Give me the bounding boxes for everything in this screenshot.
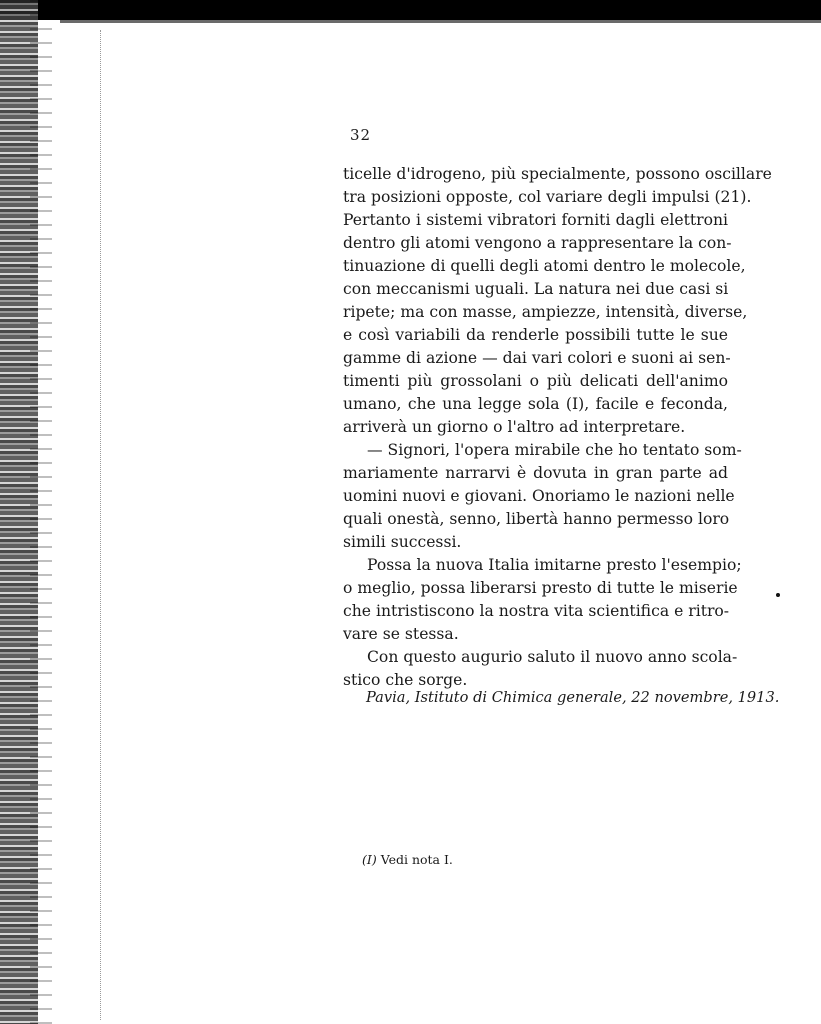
text-line: uomini nuovi e giovani. Onoriamo le nazioni nelle xyxy=(343,487,735,505)
text-line: quali onestà, senno, libertà hanno permesso loro xyxy=(343,510,730,528)
text-line: arriverà un giorno o l'altro ad interpretare. xyxy=(343,418,686,436)
footnote-text: Vedi nota I. xyxy=(380,852,453,867)
ink-speck xyxy=(776,593,780,597)
page-number: 32 xyxy=(350,126,372,144)
text-line: ticelle d'idrogeno, più specialmente, possono oscillare xyxy=(343,165,772,183)
scan-top-border xyxy=(0,0,821,20)
text-line: simili successi. xyxy=(343,533,462,551)
text-line: Pertanto i sistemi vibratori forniti dagli elettroni xyxy=(343,211,728,229)
text-line: tra posizioni opposte, col variare degli impulsi (21). xyxy=(343,188,752,206)
text-line: dentro gli atomi vengono a rappresentare la con- xyxy=(343,234,732,252)
text-line: ripete; ma con masse, ampiezze, intensità, diverse, xyxy=(343,303,748,321)
text-line: e così variabili da renderle possibili tutte le sue xyxy=(343,326,728,344)
scan-top-shadow xyxy=(60,20,821,23)
text-line: gamme di azione — dai vari colori e suoni ai sen- xyxy=(343,349,731,367)
text-line: timenti più grossolani o più delicati dell'animo xyxy=(343,372,728,390)
text-line: stico che sorge. xyxy=(343,671,468,689)
text-line: o meglio, possa liberarsi presto di tutte le miserie xyxy=(343,579,738,597)
text-line: mariamente narrarvi è dovuta in gran parte ad xyxy=(343,464,728,482)
text-line: che intristiscono la nostra vita scientifica e ritro- xyxy=(343,602,730,620)
text-line: con meccanismi uguali. La natura nei due casi si xyxy=(343,280,729,298)
text-line: Con questo augurio saluto il nuovo anno scola- xyxy=(367,648,738,666)
scan-fold-line xyxy=(100,30,101,1020)
text-line: umano, che una legge sola (I), facile e feconda, xyxy=(343,395,728,413)
scan-left-edge-shadow xyxy=(30,0,52,1024)
text-line: Possa la nuova Italia imitarne presto l'esempio; xyxy=(367,556,742,574)
footnote xyxy=(362,852,453,867)
signature-line: Pavia, Istituto di Chimica generale, 22 novembre, 1913. xyxy=(366,689,780,706)
text-line: — Signori, l'opera mirabile che ho tentato som- xyxy=(367,441,742,459)
footnote-marker: (I) xyxy=(362,852,377,867)
text-line: tinuazione di quelli degli atomi dentro le molecole, xyxy=(343,257,746,275)
body-text xyxy=(343,163,772,692)
text-line: vare se stessa. xyxy=(343,625,459,643)
